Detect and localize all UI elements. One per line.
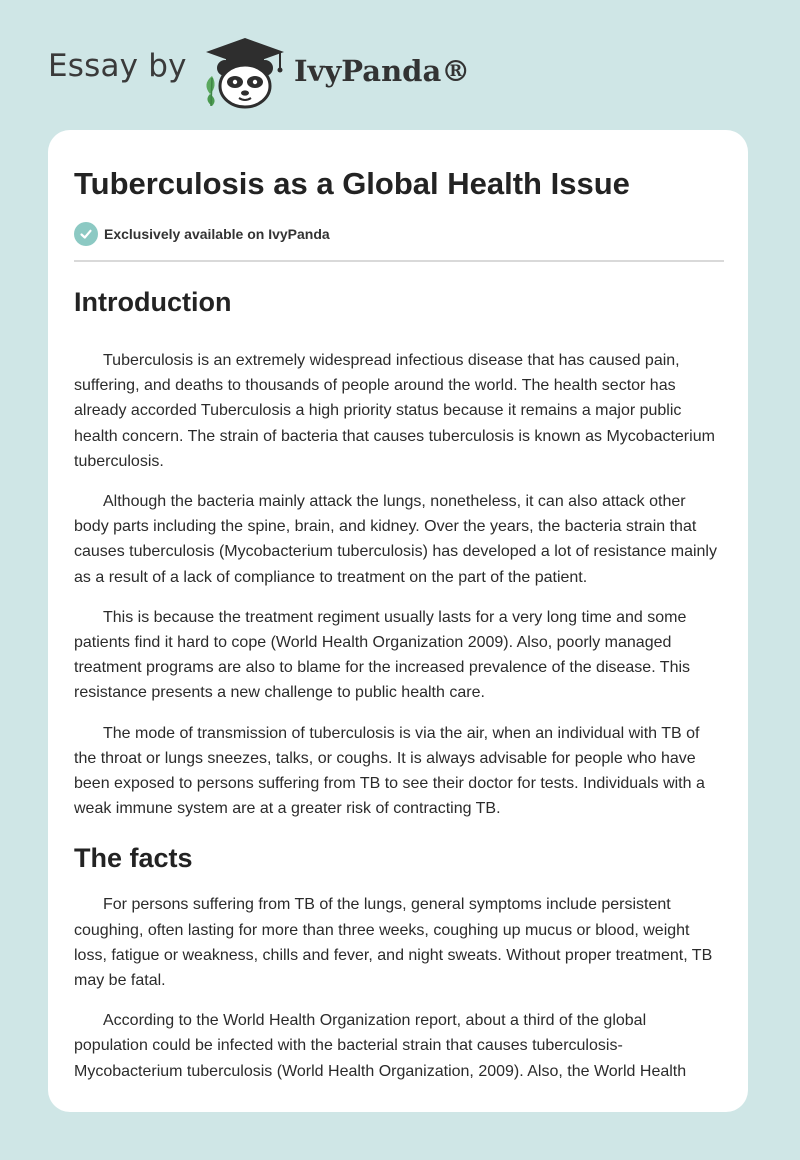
site-header [48, 30, 568, 110]
paragraph: The mode of transmission of tuberculosis is via the air, when an individual with TB of the throat or lungs sneezes, talks, or coughs. It is always advisable for people who have been exposed to persons suffering from TB to see their doctor for tests. Individuals with a weak immune system are at a greater risk of contracting TB. [74, 724, 705, 818]
essay-card [48, 130, 748, 1112]
paragraph: This is because the treatment regiment usually lasts for a very long time and some patients find it hard to cope (World Health Organization 2009). Also, poorly managed treatment programs are also to blame for the increased prevalence of the disease. This resistance presents a new challenge to public health care. [74, 608, 691, 702]
exclusive-label: Exclusively available on IvyPanda [104, 226, 330, 242]
panda-logo-icon[interactable] [200, 36, 290, 110]
paragraph: For persons suffering from TB of the lungs, general symptoms include persistent coughing, often lasting for more than three weeks, coughing up mucus or blood, weight loss, fatigue or weakness, chills and fever, and night sweats. Without proper treatment, TB may be fatal. [74, 896, 713, 990]
title-divider [74, 260, 724, 262]
essay-by-label: Essay by [48, 48, 187, 84]
section-heading-introduction: Introduction [74, 287, 232, 317]
paragraph: According to the World Health Organization report, about a third of the global population could be infected with the bacterial strain that causes tuberculosis- Mycobacterium tuberculosis (World Health Organization, 2009). Also, the World Health [74, 1012, 687, 1080]
brand-name[interactable]: IvyPanda® [294, 54, 471, 88]
essay-body [74, 280, 724, 1099]
paragraph: Although the bacteria mainly attack the lungs, nonetheless, it can also attack other body parts including the spine, brain, and kidney. Over the years, the bacteria strain that causes tuberculosis (Mycobacterium tuberculosis) has developed a lot of resistance mainly as a result of a lack of compliance to treatment on the part of the patient. [74, 493, 717, 586]
section-heading-the-facts: The facts [74, 843, 193, 874]
check-circle-icon [74, 222, 98, 246]
page-title: Tuberculosis as a Global Health Issue [74, 166, 630, 201]
exclusive-badge [74, 221, 330, 247]
paragraph: Tuberculosis is an extremely widespread infectious disease that has caused pain, suffering, and deaths to thousands of people around the world. The health sector has already accorded Tuberculosis a high priority status because it remains a major public health concern. The strain of bacteria that causes tuberculosis is known as Mycobacterium tuberculosis. [74, 352, 715, 470]
